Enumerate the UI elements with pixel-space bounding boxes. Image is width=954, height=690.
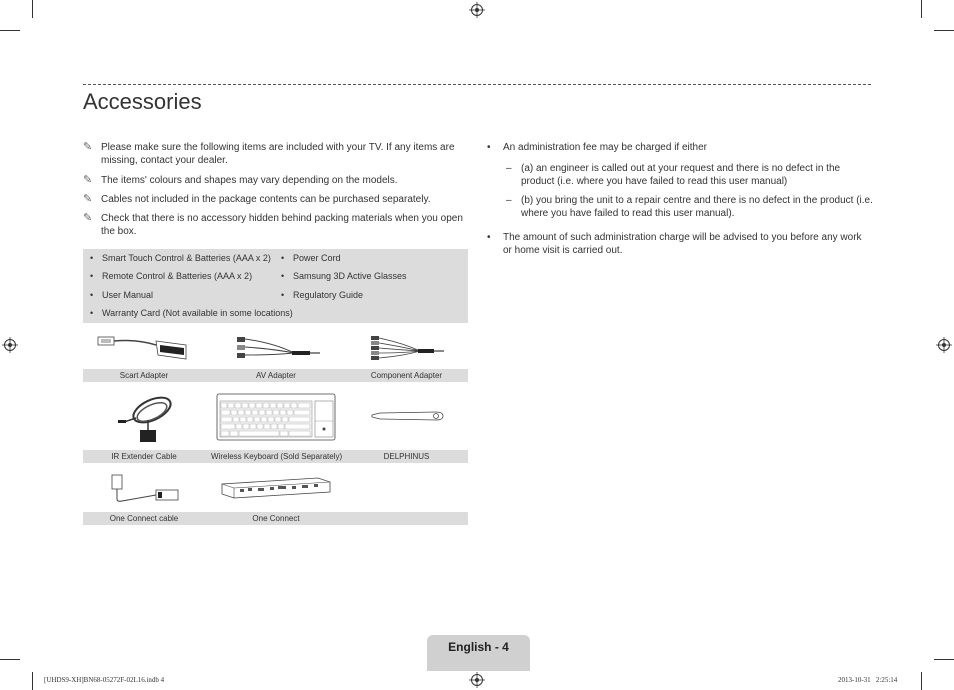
caption-delphinus: DELPHINUS <box>383 452 430 461</box>
note-text: Please make sure the following items are included with your TV. If any items are missing, contact your dealer. <box>101 142 455 166</box>
crop-mark <box>32 672 33 690</box>
registration-mark-icon <box>469 672 485 688</box>
bullet-marker: • <box>487 232 491 243</box>
fee-sub-b-text: (b) you bring the unit to a repair centre and there is no defect in the product (i.e. where you have failed to read this user manual). <box>521 195 873 219</box>
fee-sub-a-text: (a) an engineer is called out at your request and there is no defect in the product (i.e. where you have failed to read this user manual) <box>521 163 841 187</box>
scart-adapter-image <box>96 333 192 365</box>
registration-mark-icon <box>936 337 952 353</box>
crop-mark <box>921 672 922 690</box>
caption-wireless-keyboard: Wireless Keyboard (Sold Separately) <box>211 452 343 461</box>
note-text: The items' colours and shapes may vary depending on the models. <box>101 175 398 186</box>
note-text: Cables not included in the package contents can be purchased separately. <box>101 194 431 205</box>
note-item <box>83 193 473 207</box>
caption-component-adapter: Component Adapter <box>370 371 443 380</box>
caption-row <box>83 512 468 525</box>
caption-scart-adapter: Scart Adapter <box>119 371 169 380</box>
one-connect-cable-image <box>108 471 184 505</box>
crop-mark <box>934 659 954 660</box>
page-title: Accessories <box>83 89 202 114</box>
delphinus-image <box>370 406 446 426</box>
crop-mark <box>921 0 922 18</box>
dash-marker: – <box>506 195 512 206</box>
caption-row <box>83 369 468 382</box>
fee-bullet-text: An administration fee may be charged if either <box>503 142 707 153</box>
pencil-note-icon: ✎ <box>83 193 93 205</box>
crop-mark <box>0 30 20 31</box>
pencil-note-icon: ✎ <box>83 212 93 224</box>
one-connect-image <box>218 476 334 500</box>
caption-av-adapter: AV Adapter <box>256 371 296 380</box>
wireless-keyboard-image <box>216 393 336 441</box>
section-divider <box>83 84 871 85</box>
ir-extender-cable-image <box>114 392 178 448</box>
print-timestamp: 2013-10-31 2:25:14 <box>838 676 898 684</box>
fee-bullet-text: The amount of such administration charge will be advised to you before any work or home visit is carried out. <box>503 232 862 256</box>
component-adapter-image <box>368 333 448 365</box>
registration-mark-icon <box>2 337 18 353</box>
av-adapter-image <box>234 333 324 365</box>
registration-mark-icon <box>469 2 485 18</box>
caption-one-connect: One Connect <box>252 514 300 523</box>
note-item <box>83 141 473 169</box>
file-info: [UHDS9-XH]BN68-05272F-02L16.indb 4 <box>44 676 165 684</box>
pencil-note-icon: ✎ <box>83 141 93 153</box>
note-text: Check that there is no accessory hidden behind packing materials when you open the box. <box>101 213 463 237</box>
caption-row <box>83 450 468 463</box>
caption-one-connect-cable: One Connect cable <box>109 514 179 523</box>
crop-mark <box>32 0 33 18</box>
crop-mark <box>0 659 20 660</box>
caption-ir-extender-cable: IR Extender Cable <box>111 452 177 461</box>
page-number: English - 4 <box>448 640 509 654</box>
dash-marker: – <box>506 163 512 174</box>
pencil-note-icon: ✎ <box>83 174 93 186</box>
note-item <box>83 174 473 188</box>
note-item <box>83 212 473 240</box>
bullet-marker: • <box>487 142 491 153</box>
crop-mark <box>934 30 954 31</box>
